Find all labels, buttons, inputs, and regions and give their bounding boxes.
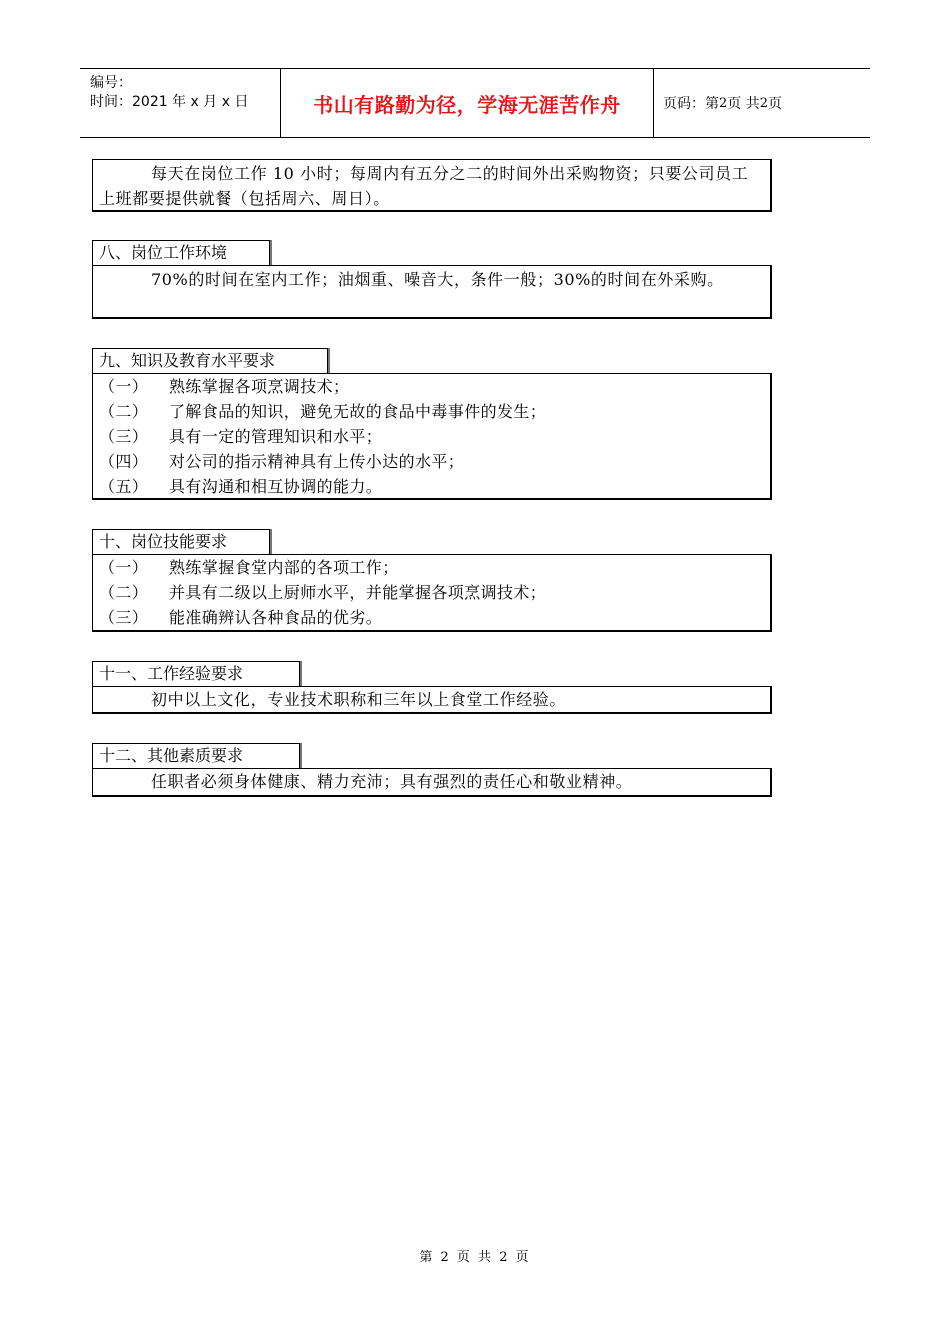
page-suffix: 页 [768,96,783,112]
section-title-other-qualities: 十二、其他素质要求 [92,743,300,768]
list-item: （一） 熟练掌握食堂内部的各项工作； [99,558,399,577]
section-body-work-environment [92,265,772,319]
header-meta [80,69,281,137]
section-body-experience [92,686,772,714]
list-item: （二） 并具有二级以上厨师水平，并能掌握各项烹调技术； [99,583,547,602]
section-title-skills: 十、岗位技能要求 [92,529,270,554]
header-motto: 书山有路勤为径，学海无涯苦作舟 [313,92,621,117]
list-item: （三） 具有一定的管理知识和水平； [99,427,383,446]
page-footer: 第 2 页 共 2 页 [419,1250,531,1265]
section-title-work-environment: 八、岗位工作环境 [92,240,270,265]
other-qualities-text: 任职者必须身体健康、精力充沛；具有强烈的责任心和敬业精神。 [151,772,633,791]
section-body-skills [92,554,772,632]
page-prefix: 页码：第 [663,96,719,112]
document-number-label: 编号： [90,75,132,91]
work-hours-text: 每天在岗位工作 10 小时；每周内有五分之二的时间外出采购物资；只要公司员工上班都要提供就餐（包括周六、周日）。 [99,164,749,208]
list-item: （三） 能准确辨认各种食品的优劣。 [99,608,383,627]
page-header [80,68,870,138]
work-environment-text: 70%的时间在室内工作；油烟重、噪音大，条件一般；30%的时间在外采购。 [151,270,724,289]
list-item: （四） 对公司的指示精神具有上传小达的水平； [99,452,465,471]
list-item: （二） 了解食品的知识，避免无故的食品中毒事件的发生； [99,402,547,421]
page-total: 2 [759,95,769,111]
document-date: 时间：2021 年 x 月 x 日 [90,94,249,110]
header-page-number [663,69,782,137]
section-title-knowledge: 九、知识及教育水平要求 [92,348,328,373]
page-current: 2 [719,95,728,111]
work-hours-box [92,159,772,212]
section-body-knowledge [92,373,772,500]
experience-text: 初中以上文化，专业技术职称和三年以上食堂工作经验。 [151,690,567,709]
section-title-experience: 十一、工作经验要求 [92,661,300,686]
page-mid: 页 共 [727,96,760,112]
section-body-other-qualities [92,768,772,797]
header-motto-cell [281,69,654,137]
list-item: （一） 熟练掌握各项烹调技术； [99,377,350,396]
list-item: （五） 具有沟通和相互协调的能力。 [99,477,383,496]
